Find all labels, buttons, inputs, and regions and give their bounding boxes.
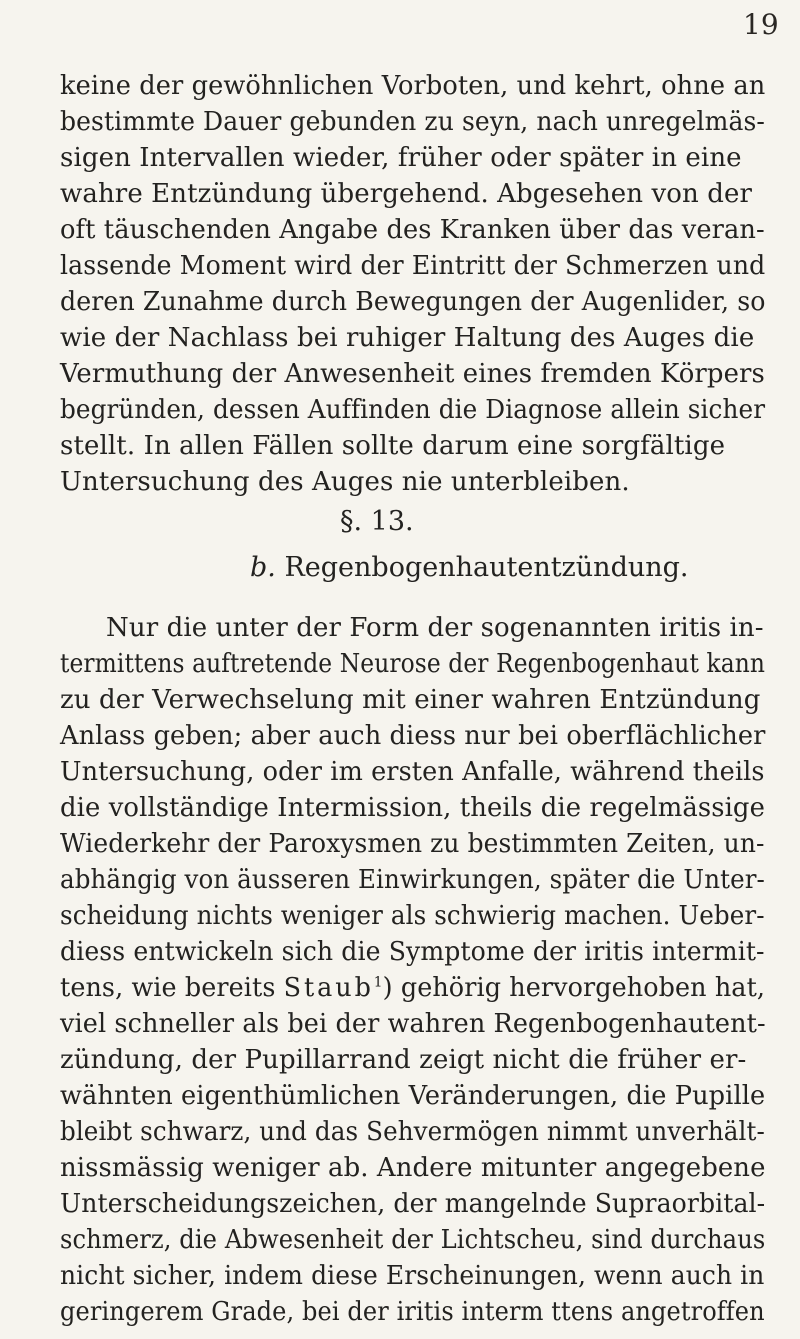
text-line: viel schneller als bei der wahren Regenbogenhautent-: [60, 1009, 766, 1039]
text-line: bleibt schwarz, und das Sehvermögen nimmt unverhält-: [60, 1117, 765, 1147]
text-line: oft täuschenden Angabe des Kranken über das veran-: [60, 215, 765, 245]
text-line: termittens auftretende Neurose der Regenbogenhaut kann: [60, 649, 766, 679]
author-name: Staub: [283, 973, 374, 1003]
text-line: Untersuchung, oder im ersten Anfalle, während theils: [60, 757, 765, 787]
text-line: die vollständige Intermission, theils die regelmässige: [60, 793, 765, 823]
text-line: Unterscheidungszeichen, der mangelnde Supraorbital-: [60, 1189, 766, 1219]
text-line: bestimmte Dauer gebunden zu seyn, nach unregelmäs-: [60, 107, 765, 137]
text-line: Anlass geben; aber auch diess nur bei oberflächlicher: [60, 721, 766, 751]
text-line: abhängig von äusseren Einwirkungen, später die Unter-: [60, 865, 765, 895]
text-line: nissmässig weniger ab. Andere mitunter angegebene: [60, 1153, 766, 1183]
section-title: Regenbogenhautentzündung.: [284, 552, 689, 583]
text-line: wahre Entzündung übergehend. Abgesehen von der: [60, 179, 752, 209]
footnote-marker: 1: [373, 974, 383, 991]
section-letter: b.: [250, 552, 276, 583]
text-line: wie der Nachlass bei ruhiger Haltung des Auges die: [60, 323, 755, 353]
section-number: §. 13.: [340, 506, 414, 537]
text-line: Wiederkehr der Paroxysmen zu bestimmten Zeiten, un-: [60, 829, 765, 859]
text-line: zu der Verwechselung mit einer wahren Entzündung: [60, 685, 761, 715]
text-line: keine der gewöhnlichen Vorboten, und kehrt, ohne an: [60, 71, 766, 101]
page-number: 19: [743, 8, 779, 41]
text-fragment: ) gehörig hervorgehoben hat,: [382, 973, 766, 1003]
section-heading: [250, 552, 689, 583]
text-line: Untersuchung des Auges nie unterbleiben.: [60, 467, 630, 497]
text-line: deren Zunahme durch Bewegungen der Augenlider, so: [60, 287, 766, 317]
paragraph-continuation: [60, 68, 765, 500]
text-line: Vermuthung der Anwesenheit eines fremden Körpers: [60, 359, 765, 389]
text-line: diess entwickeln sich die Symptome der iritis intermit-: [60, 937, 765, 967]
text-line: nicht sicher, indem diese Erscheinungen, wenn auch in: [60, 1261, 765, 1291]
text-line: geringerem Grade, bei der iritis interm ttens angetroffen: [60, 1297, 765, 1327]
text-line: schmerz, die Abwesenheit der Lichtscheu, sind durchaus: [60, 1225, 766, 1255]
text-line: stellt. In allen Fällen sollte darum eine sorgfältige: [60, 431, 726, 461]
paragraph-body: [60, 610, 765, 1330]
text-line: zündung, der Pupillarrand zeigt nicht die früher er-: [60, 1045, 747, 1075]
text-line: lassende Moment wird der Eintritt der Schmerzen und: [60, 251, 766, 281]
text-fragment: tens, wie bereits: [60, 973, 284, 1003]
text-line: scheidung nichts weniger als schwierig machen. Ueber-: [60, 901, 765, 931]
text-line: sigen Intervallen wieder, früher oder später in eine: [60, 143, 742, 173]
text-line: begründen, dessen Auffinden die Diagnose allein sicher: [60, 395, 766, 425]
text-line: wähnten eigenthümlichen Veränderungen, die Pupille: [60, 1081, 766, 1111]
text-line-with-footnote: [60, 970, 766, 1006]
text-line: Nur die unter der Form der sogenannten iritis in-: [106, 613, 764, 643]
